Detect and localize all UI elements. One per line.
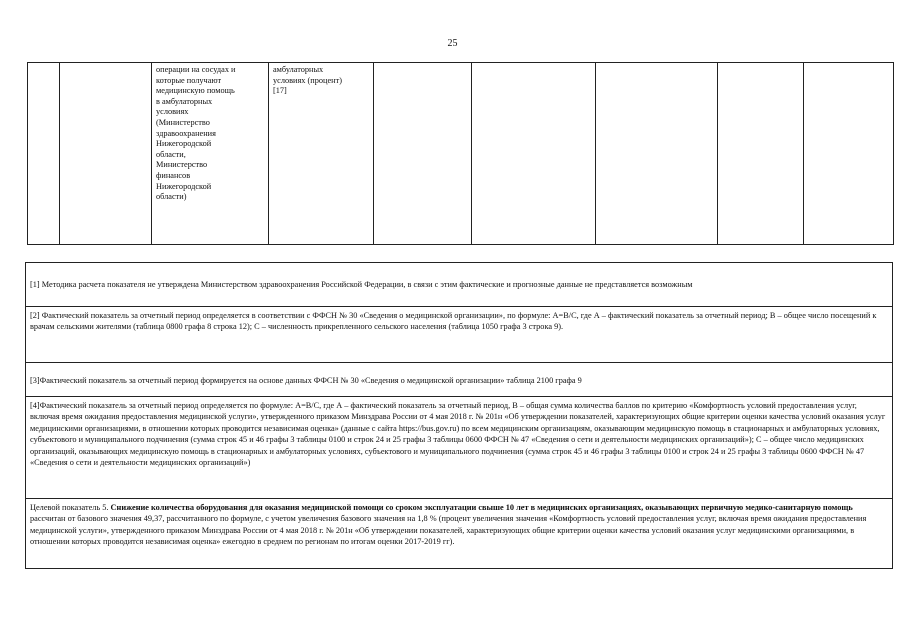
table-cell xyxy=(28,63,60,245)
table-cell xyxy=(472,63,596,245)
footnote-2: [2] Фактический показатель за отчетный период определяется в соответствии с ФФСН № 30 «Сведения о медицинской организации», по формуле: А=В/С, где А – фактический показатель за отчетный период; В – общее число посещений к врачам сельскими жителями (таблица 0800 графа 8 строка 12); С – численность прикрепленного сельского населения (таблица 1050 графа 3 строка 9). xyxy=(26,307,892,363)
footnote-3: [3]Фактический показатель за отчетный период формируется на основе данных ФФСН № 30 «Сведения о медицинской организации» таблица 2100 графа 9 xyxy=(26,363,892,397)
target-indicator-5-text: рассчитан от базового значения 49,37, рассчитанного по формуле, с учетом увеличения базового значения на 1,8 % (процент увеличения значения «Комфортность условий предоставления услуг, включая время ожидания предоставления медицинской услуги», утвержденного приказом Минздрава России от 4 мая 2018 г. № 201н «Об утверждении показателей, характеризующих общие критерии оценки качества условий оказания услуг медицинскими организациями, в отношении которых проводится независимая оценка» ежегодно в среднем по регионам по итогам оценки 2017-2019 гг). xyxy=(30,514,867,547)
footnotes-table xyxy=(25,262,893,569)
table-cell xyxy=(596,63,718,245)
footnote-1: [1] Методика расчета показателя не утверждена Министерством здравоохранения Российской Федерации, в связи с этим фактические и прогнозные данные не представляется возможным xyxy=(26,263,892,307)
table-cell xyxy=(374,63,472,245)
table-cell xyxy=(718,63,804,245)
indicator-table xyxy=(27,62,894,245)
table-cell xyxy=(804,63,894,245)
table-cell-indicator-unit: амбулаторных условиях (процент) [17] xyxy=(269,63,374,245)
footnote-4: [4]Фактический показатель за отчетный период определяется по формуле: А=В/С, где А – фактический показатель за отчетный период, В – общая сумма количества баллов по критерию «Комфортность условий предоставления услуг, включая время ожидания предоставления медицинской услуги», утвержденного приказом Минздрава России от 4 мая 2018 г. № 201н «Об утверждении показателей, характеризующих общие критерии оценки качества условий оказания услуг медицинскими организациями, в отношении которых проводится независимая оценка» (данные с сайта https://bus.gov.ru) по всем медицинским организациям, оказывающим медицинскую помощь в стационарных и амбулаторных условиях, субъектового и муниципального подчинения (сумма строк 45 и 46 графы 3 таблицы 0100 и строк 24 и 25 графы 3 таблицы 0600 ФФСН № 47 «Сведения о сети и деятельности медицинских организаций»); С – общее число медицинских организаций, оказывающих медицинскую помощь в стационарных и амбулаторных условиях, субъектового и муниципального подчинения (сумма строк 45 и 46 графы 3 таблицы 0100 и строк 24 и 25 графы 3 таблицы 0600 ФФСН № 47 «Сведения о сети и деятельности медицинских организаций») xyxy=(26,397,892,499)
table-row xyxy=(28,63,894,245)
target-indicator-5-title: Снижение количества оборудования для оказания медицинской помощи со сроком эксплуатации свыше 10 лет в медицинских организациях, оказывающих первичную медико-санитарную помощь xyxy=(110,503,853,512)
table-cell-indicator-description: операции на сосудах и которые получают медицинскую помощь в амбулаторных условиях (Министерство здравоохранения Нижегородской области, Министерство финансов Нижегородской области) xyxy=(152,63,269,245)
table-cell xyxy=(60,63,152,245)
page-number: 25 xyxy=(447,38,458,49)
target-indicator-5-prefix: Целевой показатель 5. xyxy=(30,503,111,512)
target-indicator-5-note xyxy=(26,499,892,568)
